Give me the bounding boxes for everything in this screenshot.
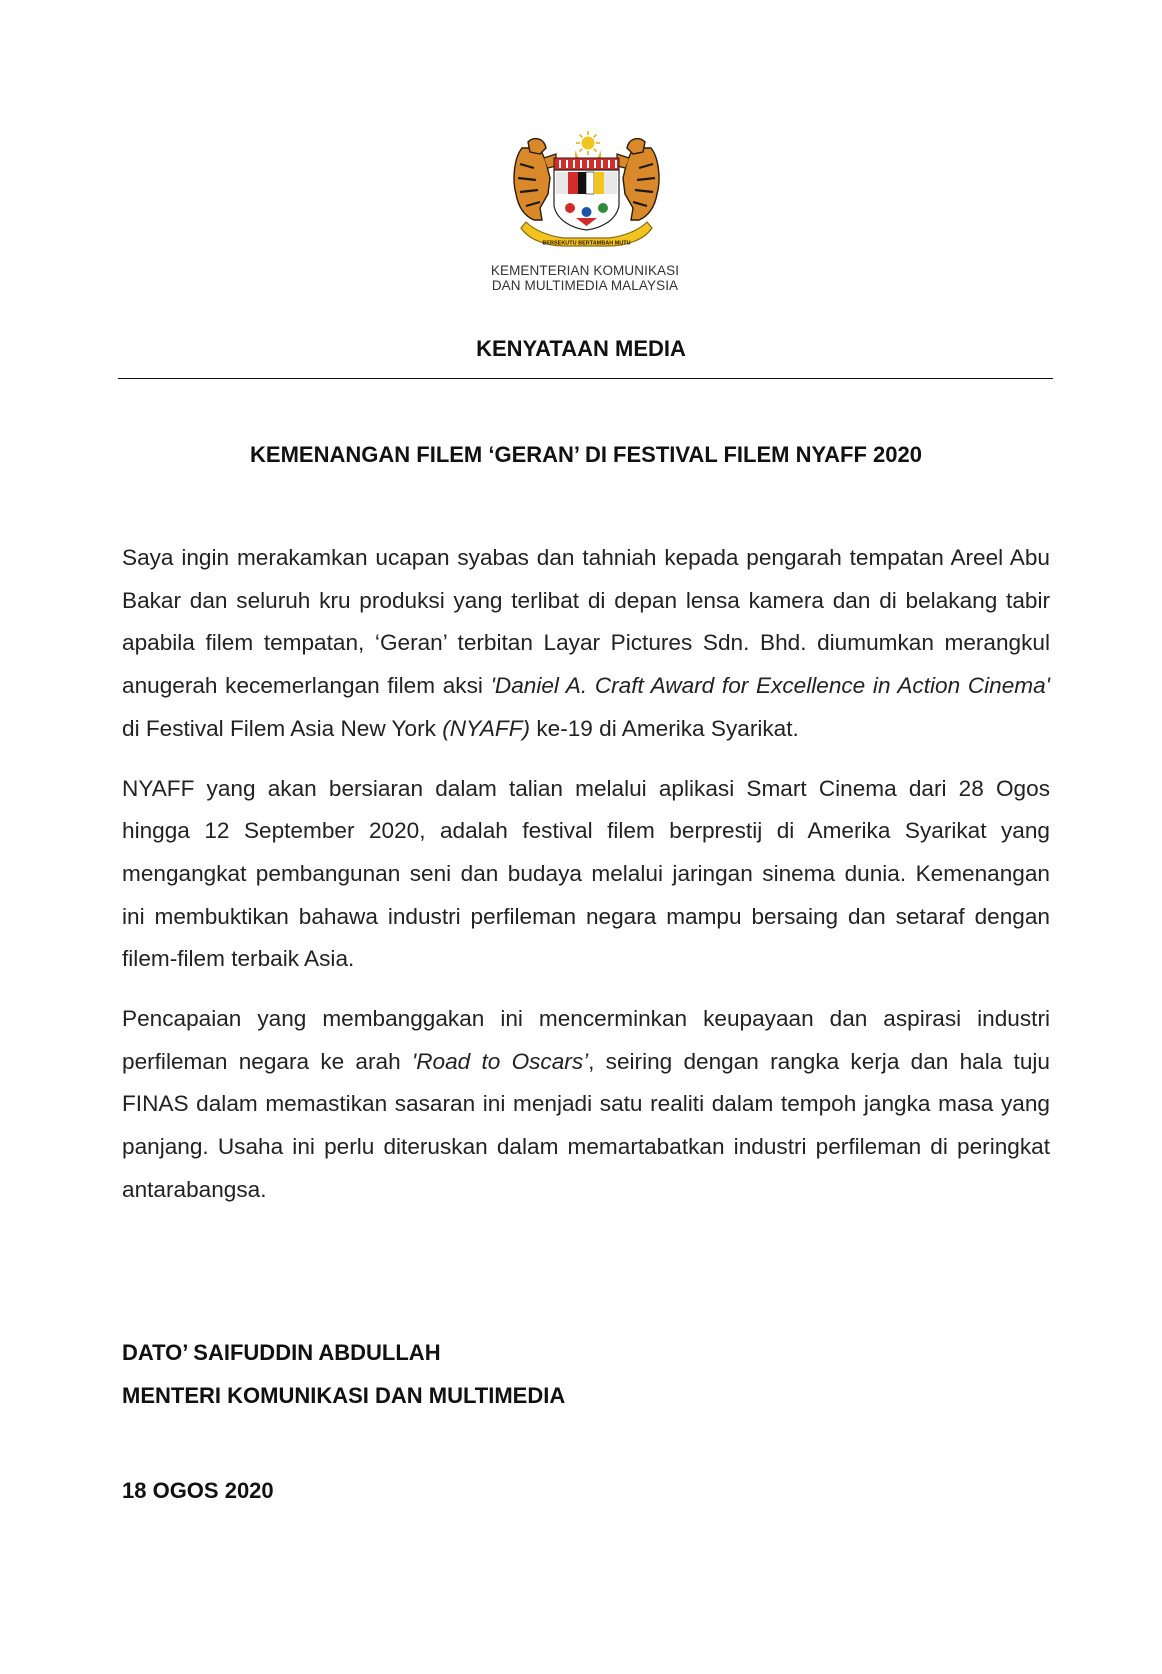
paragraph-1-text-a: Saya ingin merakamkan ucapan syabas dan tahniah kepada pengarah tempatan Areel Abu Bakar dan seluruh kru produksi yang terlibat di depan lensa kamera dan di belakang tabir apabila filem tempatan, ‘Geran’ terbitan Layar Pictures Sdn. Bhd. diumumkan merangkul anugerah kecemerlangan filem aksi	[122, 545, 1050, 699]
signatory-name: DATO’ SAIFUDDIN ABDULLAH	[122, 1340, 441, 1365]
logo-motto: BERSEKUTU BERTAMBAH MUTU	[542, 240, 631, 247]
left-tiger-icon	[514, 139, 556, 220]
release-date: 18 OGOS 2020	[122, 1478, 274, 1503]
statement-body	[122, 537, 1050, 1229]
road-to-oscars: 'Road to Oscars’	[411, 1048, 589, 1074]
document-title: KENYATAAN MEDIA	[476, 336, 686, 361]
coat-of-arms-logo	[504, 128, 669, 253]
paragraph-3	[122, 998, 1050, 1212]
right-tiger-icon	[617, 139, 659, 220]
ministry-name	[480, 263, 690, 293]
paragraph-3-text-a: Pencapaian yang membanggakan ini mencerminkan keupayaan dan aspirasi industri perfileman negara ke arah	[122, 1006, 1050, 1074]
paragraph-1-text-b: di Festival Filem Asia New York	[122, 715, 443, 741]
paragraph-3-text-b: , seiring dengan rangka kerja dan hala tuju FINAS dalam memastikan sasaran ini menjadi satu realiti dalam tempoh jangka masa yang panjang. Usaha ini perlu diteruskan dalam memartabatkan industri perfileman di peringkat antarabangsa.	[122, 1048, 1050, 1202]
ministry-line-2: DAN MULTIMEDIA MALAYSIA	[491, 278, 679, 293]
signatory-position: MENTERI KOMUNIKASI DAN MULTIMEDIA	[122, 1382, 566, 1408]
headline: KEMENANGAN FILEM ‘GERAN’ DI FESTIVAL FILEM NYAFF 2020	[250, 442, 922, 467]
title-divider	[118, 378, 1053, 379]
shield-icon	[554, 158, 619, 230]
paragraph-1	[122, 537, 1050, 751]
ministry-line-1: KEMENTERIAN KOMUNIKASI	[490, 263, 680, 278]
award-name: 'Daniel A. Craft Award for Excellence in Action Cinema'	[490, 673, 1050, 699]
paragraph-2: NYAFF yang akan bersiaran dalam talian melalui aplikasi Smart Cinema dari 28 Ogos hingga 12 September 2020, adalah festival filem berprestij di Amerika Syarikat yang mengangkat pembangunan seni dan budaya melalui jaringan sinema dunia. Kemenangan ini membuktikan bahawa industri perfileman negara mampu bersaing dan setaraf dengan filem-filem terbaik Asia.	[122, 775, 1050, 972]
paragraph-1-text-c: ke-19 di Amerika Syarikat.	[530, 715, 799, 741]
signature-block	[122, 1332, 565, 1417]
festival-abbreviation: (NYAFF)	[442, 715, 531, 741]
